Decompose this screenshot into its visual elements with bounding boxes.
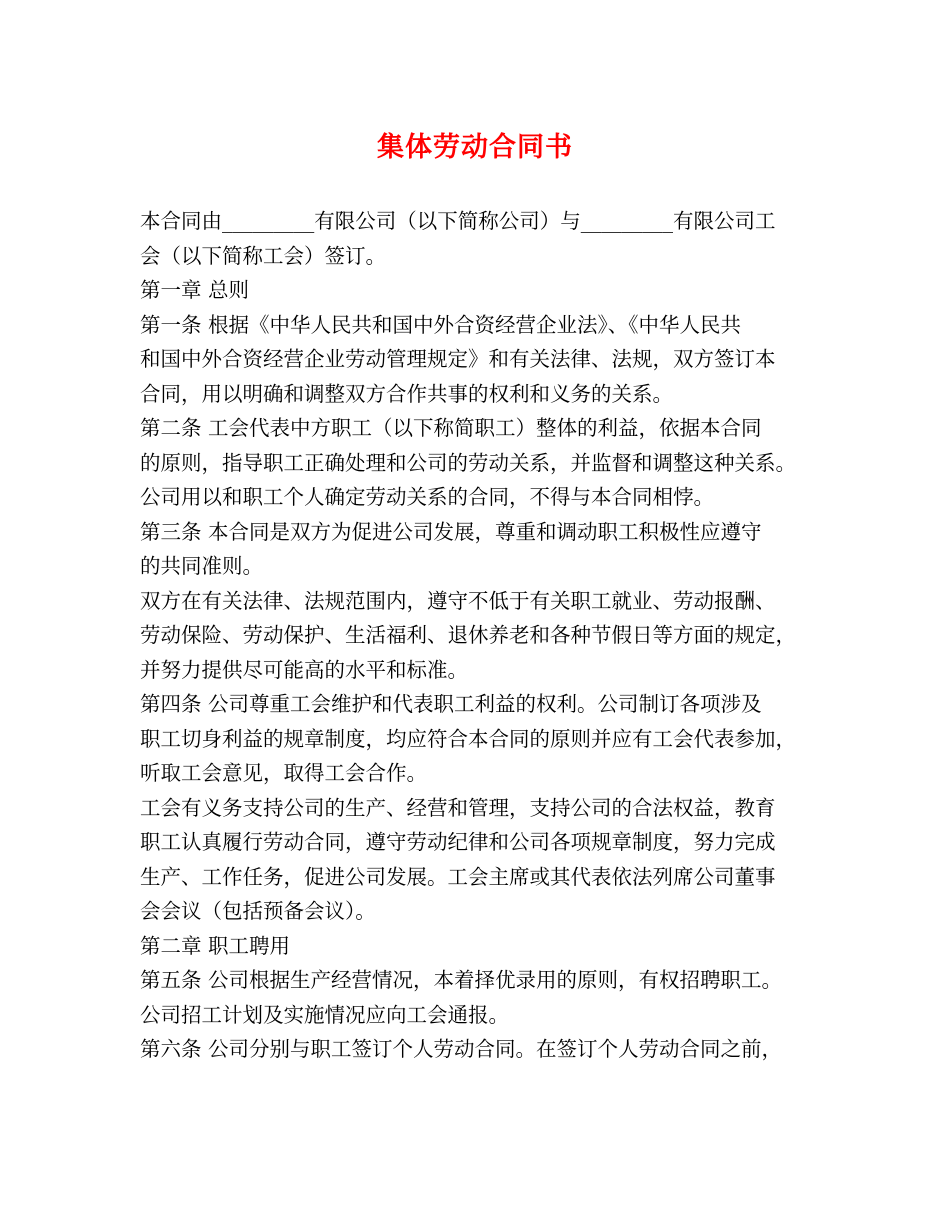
paragraph-line: 的共同准则。 bbox=[140, 554, 263, 578]
paragraph-line: 的原则，指导职工正确处理和公司的劳动关系，并监督和调整这种关系。 bbox=[140, 450, 796, 475]
paragraph-line: 劳动保险、劳动保护、生活福利、退休养老和各种节假日等方面的规定， bbox=[140, 623, 796, 647]
paragraph-line: 第四条 公司尊重工会维护和代表职工利益的权利。公司制订各项涉及 bbox=[140, 692, 762, 716]
chapter-heading: 第一章 总则 bbox=[140, 278, 250, 302]
paragraph-line: 本合同由_________有限公司（以下简称公司）与_________有限公司工 bbox=[140, 209, 776, 233]
paragraph-line: 合同，用以明确和调整双方合作共事的权利和义务的关系。 bbox=[140, 381, 673, 406]
paragraph-line: 生产、工作任务，促进公司发展。工会主席或其代表依法列席公司董事 bbox=[140, 864, 776, 889]
paragraph-line: 第三条 本合同是双方为促进公司发展，尊重和调动职工积极性应遵守 bbox=[140, 519, 762, 544]
paragraph-line: 公司招工计划及实施情况应向工会通报。 bbox=[140, 1002, 509, 1027]
paragraph-line: 第五条 公司根据生产经营情况，本着择优录用的原则，有权招聘职工。 bbox=[140, 968, 783, 992]
paragraph-line: 公司用以和职工个人确定劳动关系的合同，不得与本合同相悖。 bbox=[140, 485, 714, 509]
paragraph-line: 并努力提供尽可能高的水平和标准。 bbox=[140, 657, 468, 682]
paragraph-line: 和国中外合资经营企业劳动管理规定》和有关法律、法规，双方签订本 bbox=[140, 347, 776, 371]
paragraph-line: 双方在有关法律、法规范围内，遵守不低于有关职工就业、劳动报酬、 bbox=[140, 588, 776, 613]
chapter-heading: 第二章 职工聘用 bbox=[140, 933, 291, 958]
paragraph-line: 听取工会意见，取得工会合作。 bbox=[140, 761, 427, 785]
paragraph-line: 工会有义务支持公司的生产、经营和管理，支持公司的合法权益，教育 bbox=[140, 795, 776, 820]
paragraph-line: 会（以下简称工会）签订。 bbox=[140, 243, 386, 268]
paragraph-line: 职工切身利益的规章制度，均应符合本合同的原则并应有工会代表参加， bbox=[140, 726, 796, 751]
document-title: 集体劳动合同书 bbox=[377, 132, 573, 163]
paragraph-line: 第六条 公司分别与职工签订个人劳动合同。在签订个人劳动合同之前， bbox=[140, 1037, 783, 1061]
paragraph-line: 第二条 工会代表中方职工（以下称简职工）整体的利益，依据本合同 bbox=[140, 416, 762, 440]
paragraph-line: 会会议（包括预备会议）。 bbox=[140, 899, 376, 923]
paragraph-line: 第一条 根据《中华人民共和国中外合资经营企业法》、《中华人民共 bbox=[140, 312, 742, 337]
document-body bbox=[140, 204, 820, 1067]
paragraph-line: 职工认真履行劳动合同，遵守劳动纪律和公司各项规章制度，努力完成 bbox=[140, 830, 776, 854]
